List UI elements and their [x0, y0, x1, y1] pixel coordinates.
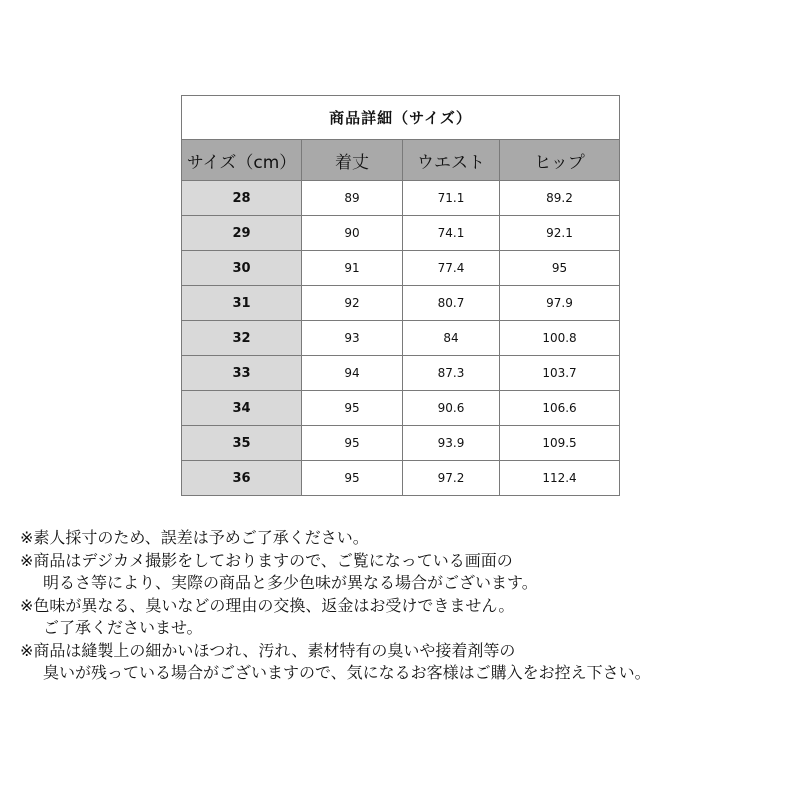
note-no-exchange-cont: ご了承くださいませ。 — [43, 618, 203, 637]
length-cell: 95 — [302, 391, 403, 426]
table-row — [182, 251, 620, 286]
hip-cell: 97.9 — [500, 286, 620, 321]
note-no-exchange: ※色味が異なる、臭いなどの理由の交換、返金はお受けできません。 — [20, 595, 515, 615]
table-row — [182, 356, 620, 391]
size-cell: 35 — [182, 426, 302, 461]
hip-cell: 103.7 — [500, 356, 620, 391]
waist-cell: 93.9 — [403, 426, 500, 461]
header-length: 着丈 — [302, 140, 403, 181]
waist-cell: 74.1 — [403, 216, 500, 251]
notes-block — [20, 527, 790, 685]
size-cell: 29 — [182, 216, 302, 251]
waist-cell: 71.1 — [403, 181, 500, 216]
waist-cell: 97.2 — [403, 461, 500, 496]
waist-cell: 87.3 — [403, 356, 500, 391]
table-row — [182, 391, 620, 426]
note-measurement: ※素人採寸のため、誤差は予めご了承ください。 — [20, 528, 369, 547]
waist-cell: 84 — [403, 321, 500, 356]
table-header-row — [182, 140, 620, 181]
table-row — [182, 426, 620, 461]
hip-cell: 112.4 — [500, 461, 620, 496]
note-photo-color-cont: 明るさ等により、実際の商品と多少色味が異なる場合がございます。 — [43, 573, 538, 592]
length-cell: 95 — [302, 426, 403, 461]
table-row — [182, 461, 620, 496]
length-cell: 95 — [302, 461, 403, 496]
size-cell: 32 — [182, 321, 302, 356]
table-row — [182, 181, 620, 216]
size-cell: 30 — [182, 251, 302, 286]
table-title: 商品詳細（サイズ） — [182, 96, 620, 140]
size-detail-table — [181, 95, 620, 496]
size-cell: 36 — [182, 461, 302, 496]
hip-cell: 95 — [500, 251, 620, 286]
length-cell: 92 — [302, 286, 403, 321]
size-cell: 34 — [182, 391, 302, 426]
length-cell: 91 — [302, 251, 403, 286]
table-row — [182, 286, 620, 321]
hip-cell: 92.1 — [500, 216, 620, 251]
length-cell: 89 — [302, 181, 403, 216]
size-cell: 31 — [182, 286, 302, 321]
note-sewing-odor: ※商品は縫製上の細かいほつれ、汚れ、素材特有の臭いや接着剤等の — [20, 640, 516, 660]
size-cell: 28 — [182, 181, 302, 216]
header-size: サイズ（cm） — [182, 140, 302, 181]
note-photo-color: ※商品はデジカメ撮影をしておりますので、ご覧になっている画面の — [20, 550, 513, 570]
waist-cell: 77.4 — [403, 251, 500, 286]
header-hip: ヒップ — [500, 140, 620, 181]
length-cell: 93 — [302, 321, 403, 356]
hip-cell: 89.2 — [500, 181, 620, 216]
hip-cell: 100.8 — [500, 321, 620, 356]
size-cell: 33 — [182, 356, 302, 391]
waist-cell: 90.6 — [403, 391, 500, 426]
length-cell: 94 — [302, 356, 403, 391]
header-waist: ウエスト — [403, 140, 500, 181]
note-sewing-odor-cont: 臭いが残っている場合がございますので、気になるお客様はご購入をお控え下さい。 — [43, 663, 651, 682]
table-title-row — [182, 96, 620, 140]
length-cell: 90 — [302, 216, 403, 251]
table-row — [182, 216, 620, 251]
hip-cell: 109.5 — [500, 426, 620, 461]
hip-cell: 106.6 — [500, 391, 620, 426]
waist-cell: 80.7 — [403, 286, 500, 321]
table-row — [182, 321, 620, 356]
